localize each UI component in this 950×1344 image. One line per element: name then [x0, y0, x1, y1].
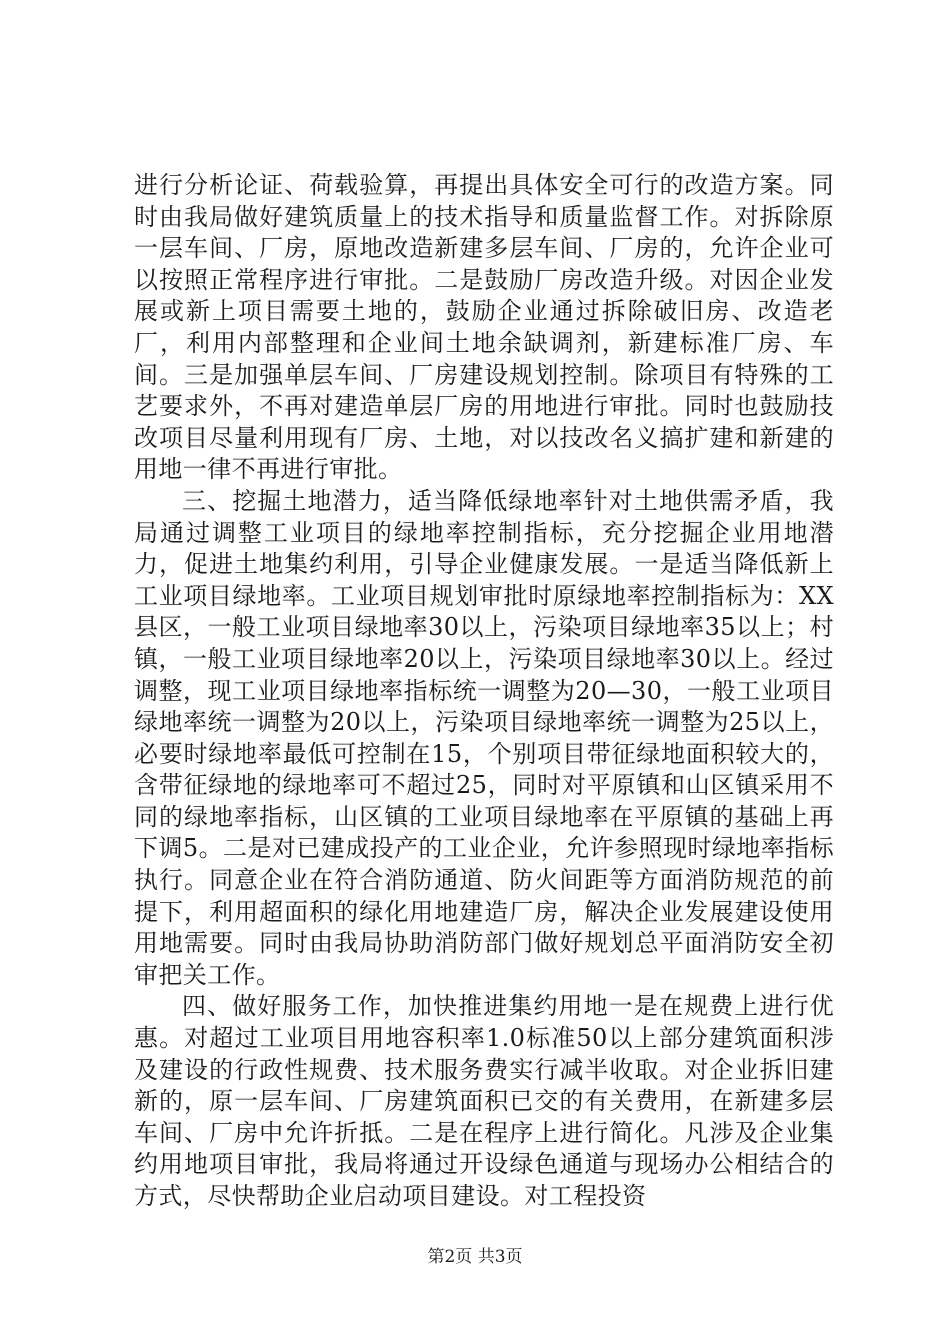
paragraph-continuation: 进行分析论证、荷载验算，再提出具体安全可行的改造方案。同时由我局做好建筑质量上的技术指导和质量监督工作。对拆除原一层车间、厂房，原地改造新建多层车间、厂房的，允许企业可以按照正常程序进行审批。二是鼓励厂房改造升级。对因企业发展或新上项目需要土地的，鼓励企业通过拆除破旧房、改造老厂，利用内部整理和企业间土地余缺调剂，新建标准厂房、车间。三是加强单层车间、厂房建设规划控制。除项目有特殊的工艺要求外，不再对建造单层厂房的用地进行审批。同时也鼓励技改项目尽量利用现有厂房、土地，对以技改名义搞扩建和新建的用地一律不再进行审批。 — [134, 171, 834, 484]
body-text — [134, 170, 834, 1213]
paragraph-section-three: 三、挖掘土地潜力，适当降低绿地率针对土地供需矛盾，我局通过调整工业项目的绿地率控制指标，充分挖掘企业用地潜力，促进土地集约利用，引导企业健康发展。一是适当降低新上工业项目绿地率。工业项目规划审批时原绿地率控制指标为：XX县区，一般工业项目绿地率30以上，污染项目绿地率35以上；村镇，一般工业项目绿地率20以上，污染项目绿地率30以上。经过调整，现工业项目绿地率指标统一调整为20—30，一般工业项目绿地率统一调整为20以上，污染项目绿地率统一调整为25以上，必要时绿地率最低可控制在15，个别项目带征绿地面积较大的，含带征绿地的绿地率可不超过25，同时对平原镇和山区镇采用不同的绿地率指标，山区镇的工业项目绿地率在平原镇的基础上再下调5。二是对已建成投产的工业企业，允许参照现时绿地率指标执行。同意企业在符合消防通道、防火间距等方面消防规范的前提下，利用超面积的绿化用地建造厂房，解决企业发展建设使用用地需要。同时由我局协助消防部门做好规划总平面消防安全初审把关工作。 — [134, 486, 834, 989]
page-footer: 第2页 共3页 — [427, 1247, 523, 1267]
paragraph-section-four: 四、做好服务工作，加快推进集约用地一是在规费上进行优惠。对超过工业项目用地容积率1.0标准50以上部分建筑面积涉及建设的行政性规费、技术服务费实行减半收取。对企业拆旧建新的，原一层车间、厂房建筑面积已交的有关费用，在新建多层车间、厂房中允许折抵。二是在程序上进行简化。凡涉及企业集约用地项目审批，我局将通过开设绿色通道与现场办公相结合的方式，尽快帮助企业启动项目建设。对工程投资 — [134, 992, 834, 1210]
